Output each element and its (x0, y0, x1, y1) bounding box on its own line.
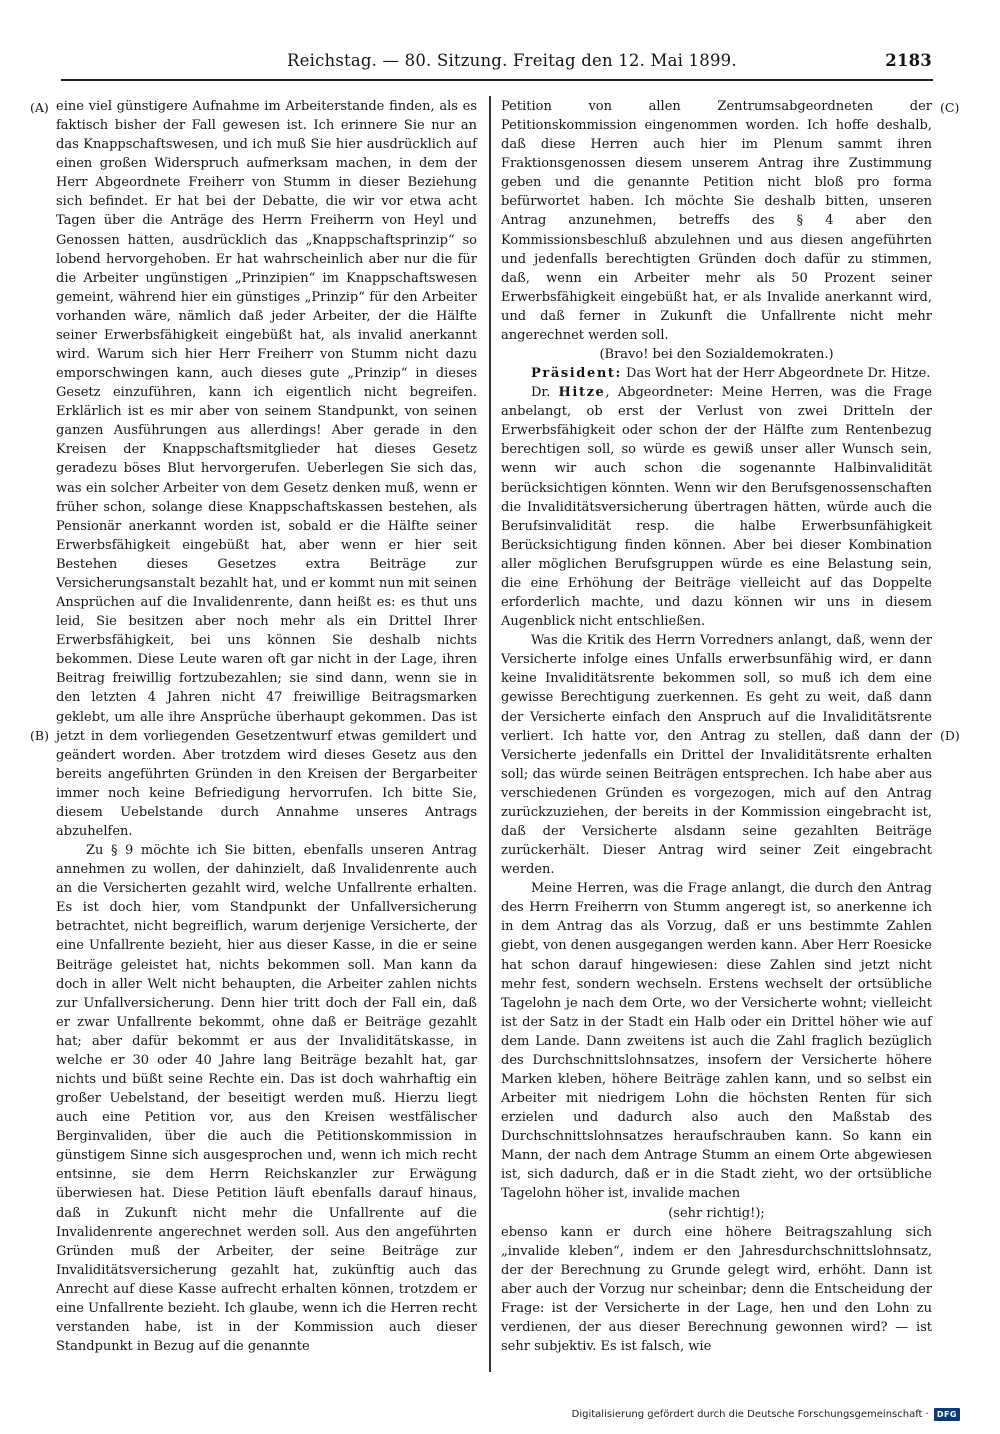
right-column (501, 97, 932, 1356)
header-rule (61, 79, 933, 81)
speaker-name: Hitze (558, 385, 606, 401)
speaker-text: , Abgeordneter: Meine Herren, was die Frage anbelangt, ob erst der Verlust von zwei Dritteln der Erwerbsfähigkeit oder schon der der Hälfte zum Rentenbezug berechtigen soll, so würde es gewiß unser aller Wunsch sein, wenn wir auch schon die sogenannte Halbinvalidität berücksichtigen könnten. Wenn wir den Berufsgenossenschaften die Invaliditätsversicherung übertragen hätten, würde auch die Berufsinvalidität resp. die halbe Erwerbsunfähigkeit Berücksichtigung finden können. Aber bei dieser Kombination aller möglichen Berufsgruppen würde es eine Belastung sein, die eine Erhöhung der Beiträge vielleicht auf das Doppelte erforderlich machte, und dazu können wir uns in diesem Augenblick nicht entschließen. (501, 385, 932, 630)
left-paragraph-2: Zu § 9 möchte ich Sie bitten, ebenfalls unseren Antrag annehmen zu wollen, der dahinzielt, daß Invalidenrente auch an die Versicherten gezahlt wird, welche Unfallrente erhalten. Es ist doch hier, vom Standpunkt der Unfallversicherung betrachtet, nicht begreiflich, warum derjenige Versicherte, der eine Unfallrente bezieht, hier aus dieser Kasse, in die er seine Beiträge geleistet hat, nichts bekommen soll. Man kann da doch in aller Welt nicht behaupten, die Arbeiter zahlen nichts zur Unfallversicherung. Denn hier tritt doch der Fall ein, daß er zwar Unfallrente bekommt, ohne daß er Beiträge gezahlt hat; aber dafür bekommt er aus der Invaliditätskasse, in welche er 30 oder 40 Jahre lang Beiträge bezahlt hat, gar nichts und büßt seine Rechte ein. Das ist doch wahrhaftig ein großer Uebelstand, der beseitigt werden muß. Hierzu liegt auch eine Petition vor, aus den Kreisen westfälischer Berginvaliden, über die auch die Petitionskommission in günstigem Sinne sich ausgesprochen und, wenn ich mich recht entsinne, sie dem Herrn Reichskanzler zur Erwägung überwiesen hat. Diese Petition läuft ebenfalls darauf hinaus, daß in Zukunft nicht mehr die Unfallrente auf die Invalidenrente angerechnet werden soll. Aus den angeführten Gründen muß der Arbeiter, der seine Beiträge zur Invaliditätsversicherung gezahlt hat, zukünftig auch das Anrecht auf diese Kasse aufrecht erhalten können, trotzdem er eine Unfallrente bezieht. Ich glaube, wenn ich die Herren recht verstanden habe, ist in der Kommission auch dieser Standpunkt in Bezug auf die genannte (56, 843, 477, 1355)
margin-marker-c: (C) (940, 100, 960, 115)
right-paragraph-4: Meine Herren, was die Frage anlangt, die durch den Antrag des Herrn Freiherrn von Stumm angeregt ist, so anerkenne ich in dem Antrag das als Vorzug, daß er uns bestimmte Zahlen giebt, von denen ausgegangen werden kann. Aber Herr Roesicke hat schon darauf hingewiesen: diese Zahlen sind jetzt nicht mehr fest, sondern wechseln. Erstens wechselt der ortsübliche Tagelohn je nach dem Orte, wo der Versicherte wohnt; vielleicht ist der Satz in der Stadt ein Halb oder ein Drittel höher wie auf dem Lande. Dann zweitens ist auch die Zahl fraglich bezüglich des Durchschnittslohnsatzes, insofern der Versicherte höhere Marken kleben, höhere Beiträge zahlen kann, und so selbst ein Arbeiter mit niedrigem Lohn die höchsten Renten für sich erzielen und dadurch also auch den Maßstab des Durchschnittslohnsatzes heraufschrauben kann. So kann ein Mann, der nach dem Antrage Stumm an einem Orte abgewiesen ist, sich dadurch, daß er in die Stadt zieht, wo der ortsübliche Tagelohn höher ist, invalide machen (501, 881, 932, 1202)
digitization-footer (572, 1408, 960, 1421)
page-number: 2183 (885, 51, 932, 70)
applause-note: (Bravo! bei den Sozialdemokraten.) (599, 347, 834, 363)
margin-marker-d: (D) (940, 728, 960, 743)
page-title: Reichstag. — 80. Sitzung. Freitag den 12. Mai 1899. (287, 51, 737, 70)
left-column (56, 97, 477, 1356)
right-paragraph-3: Was die Kritik des Herrn Vorredners anlangt, daß, wenn der Versicherte infolge eines Unfalls erwerbsunfähig wird, er dann keine Invaliditätsrente bekommen soll, so muß ich dem eine gewisse Berechtigung zuerkennen. Es geht zu weit, daß dann der Versicherte einfach den Anspruch auf die Invaliditätsrente verliert. Ich hatte vor, den Antrag zu stellen, daß dann der Versicherte jedenfalls ein Drittel der Invaliditätsrente erhalten soll; das würde seinen Beiträgen entsprechen. Ich habe aber aus verschiedenen Gründen es vorgezogen, mich auf den Antrag zurückzuziehen, der bereits in der Kommission eingebracht ist, daß der Versicherte alsdann seine gezahlten Beiträge zurückerhält. Dieser Antrag wird seiner Zeit eingebracht werden. (501, 633, 932, 878)
president-text: Das Wort hat der Herr Abgeordnete Dr. Hitze. (621, 366, 931, 382)
column-divider (489, 96, 491, 1372)
margin-marker-a: (A) (30, 100, 49, 115)
interjection-note: (sehr richtig!); (668, 1205, 765, 1221)
right-paragraph-1: Petition von allen Zentrumsabgeordneten der Petitionskommission eingenommen worden. Ich hoffe deshalb, daß diese Herren auch hier im Plenum sammt ihren Fraktionsgenossen diesem unserem Antrag ihre Zustimmung geben und die genannte Petition nicht bloß pro forma befürwortet haben. Ich möchte Sie deshalb bitten, unseren Antrag anzunehmen, betreffs des § 4 aber den Kommissionsbeschluß abzulehnen und aus diesen angeführten und jedenfalls berechtigten Gründen doch dafür zu stimmen, daß, wenn ein Arbeiter mehr als 50 Prozent seiner Erwerbsfähigkeit eingebüßt hat, er als Invalide anerkannt wird, und daß ferner in Zukunft die Unfallrente nicht mehr angerechnet werden soll. (501, 99, 932, 343)
running-header (287, 51, 932, 75)
footer-text: Digitalisierung gefördert durch die Deutsche Forschungsgemeinschaft · (571, 1409, 929, 1420)
left-paragraph-1: eine viel günstigere Aufnahme im Arbeiterstande finden, als es faktisch bisher der Fall gewesen ist. Ich erinnere Sie nur an das Knappschaftswesen, und ich muß Sie hier ausdrücklich auf einen großen Widerspruch aufmerksam machen, in dem der Herr Abgeordnete Freiherr von Stumm in dieser Beziehung sich befindet. Er hat bei der Debatte, die wir vor etwa acht Tagen über die Anträge des Herrn Freiherrn von Heyl und Genossen hatten, ausdrücklich das „Knappschaftsprinzip“ so lobend hervorgehoben. Er hat wahrscheinlich aber nur die für die Arbeiter ungünstigen „Prinzipien“ im Knappschaftswesen gemeint, während hier ein günstiges „Prinzip“ für den Arbeiter vorhanden wäre, nämlich daß jeder Arbeiter, der die Hälfte seiner Erwerbsfähigkeit eingebüßt hat, als invalid anerkannt wird. Warum sich hier Herr Freiherr von Stumm nicht dazu emporschwingen kann, auch dieses gute „Prinzip“ in dieses Gesetz einzuführen, kann ich eigentlich nicht begreifen. Erklärlich ist es mir aber von seinem Standpunkt, von seinen ganzen Ausführungen aus allerdings! Aber gerade in den Kreisen der Knappschaftsmitglieder hat dieses Gesetz geradezu böses Blut hervorgerufen. Ueberlegen Sie sich das, was ein solcher Arbeiter von dem Gesetz denken muß, wenn er früher schon, solange diese Knappschaftskassen bestehen, als Pensionär anerkannt worden ist, sobald er die Hälfte seiner Erwerbsfähigkeit eingebüßt hat, aber wenn er hier seit Bestehen dieses Gesetzes extra Beiträge zur Versicherungsanstalt bezahlt hat, und er kommt nun mit seinen Ansprüchen auf die Invalidenrente, dann heißt es: es thut uns leid, Sie besitzen aber noch mehr als ein Drittel Ihrer Erwerbsfähigkeit, bei uns können Sie deshalb nichts bekommen. Diese Leute waren oft gar nicht in der Lage, ihren Beitrag freiwillig fortzubezahlen; sie sind dann, wenn sie in den letzten 4 Jahren nicht 47 freiwillige Beitragsmarken geklebt, um alle ihre Ansprüche überhaupt gekommen. Das ist jetzt in dem vorliegenden Gesetzentwurf etwas gemildert und geändert worden. Aber trotzdem wird dieses Gesetz aus den bereits angeführten Gründen in den Kreisen der Bergarbeiter immer noch keine Befriedigung hervorrufen. Ich bitte Sie, diesem Uebelstande durch Annahme unseres Antrags abzuhelfen. (56, 99, 477, 839)
speaker-paragraph (501, 383, 932, 631)
president-remark (501, 364, 932, 383)
speaker-prefix: Dr. (531, 385, 559, 401)
president-label: Präsident: (531, 366, 622, 382)
dfg-logo-icon: DFG (934, 1408, 960, 1421)
margin-marker-b: (B) (30, 728, 49, 743)
right-paragraph-5: ebenso kann er durch eine höhere Beitragszahlung sich „invalide kleben“, indem er den Jahresdurchschnittslohnsatz, der der Berechnung zu Grunde gelegt wird, erhöht. Dann ist aber auch der Vorzug nur scheinbar; denn die Entscheidung der Frage: ist der Versicherte in der Lage, hen und den Lohn zu verdienen, der aus dieser Berechnung gewonnen wird? — ist sehr subjektiv. Es ist falsch, wie (501, 1224, 932, 1355)
